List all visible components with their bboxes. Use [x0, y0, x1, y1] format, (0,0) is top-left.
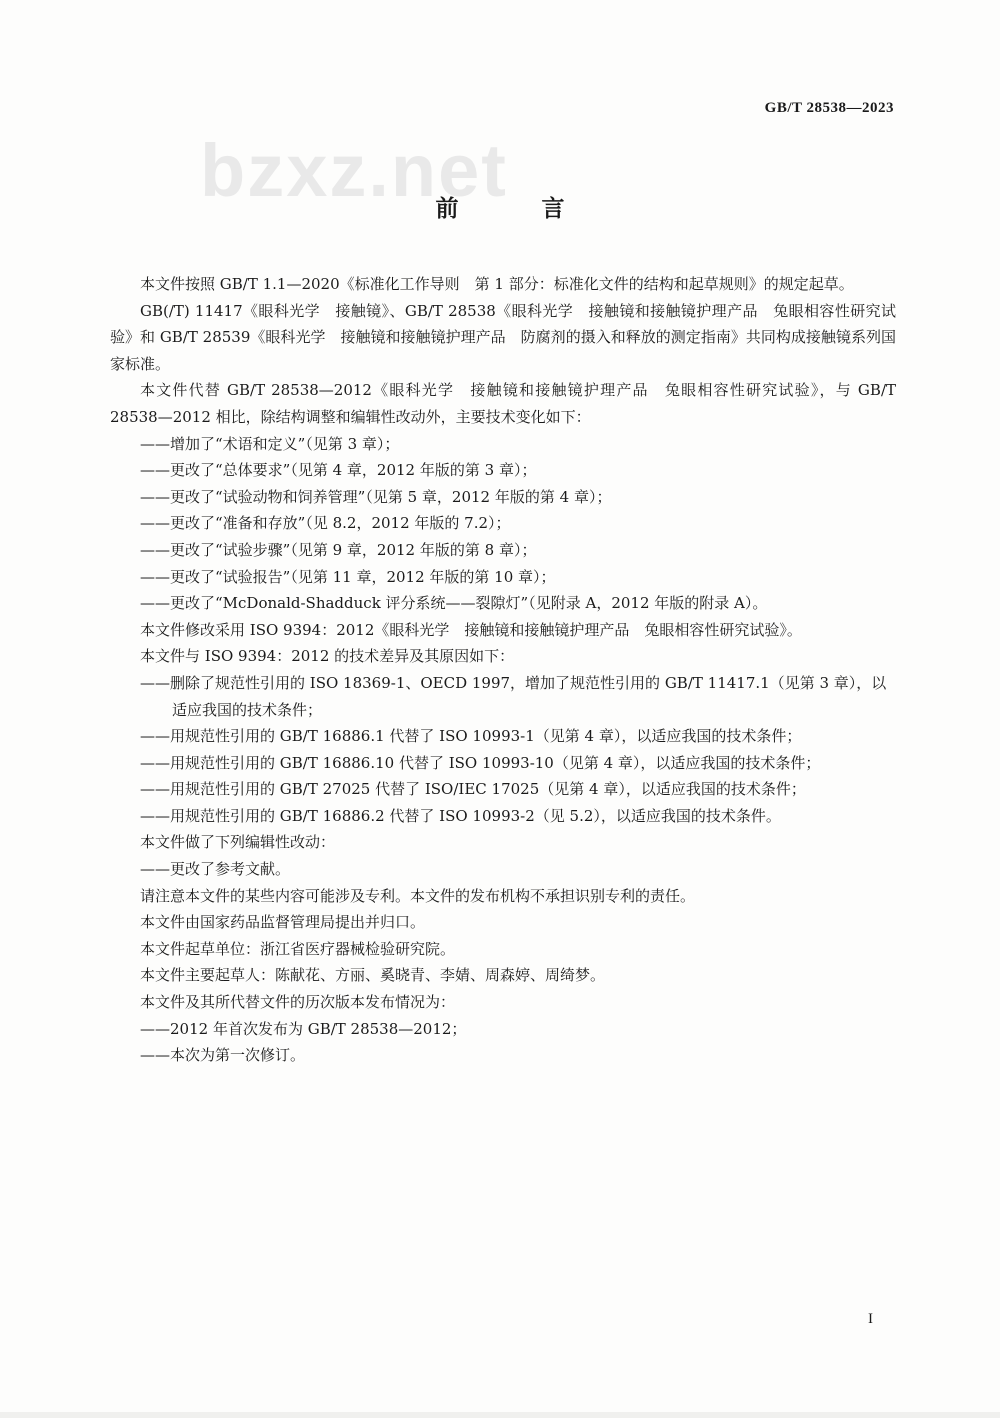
list-item-history: ——2012 年首次发布为 GB/T 28538—2012；	[140, 1019, 467, 1038]
paragraph-replaces: 本文件代替 GB/T 28538—2012《眼科光学 接触镜和接触镜护理产品 兔眼相容性研究试验》，与 GB/T 28538—2012 相比，除结构调整和编辑性改动外，主要技术变化如下：	[110, 381, 896, 426]
list-item-change: ——更改了“准备和存放”（见 8.2，2012 年版的 7.2）；	[140, 514, 511, 533]
list-item-difference: ——用规范性引用的 GB/T 27025 代替了 ISO/IEC 17025（见第 4 章），以适应我国的技术条件；	[140, 780, 806, 799]
paragraph-editorial-intro: 本文件做了下列编辑性改动：	[140, 833, 336, 852]
list-item-difference: ——删除了规范性引用的 ISO 18369-1、OECD 1997，增加了规范性引用的 GB/T 11417.1（见第 3 章），以适应我国的技术条件；	[140, 673, 887, 719]
list-item-difference: ——用规范性引用的 GB/T 16886.1 代替了 ISO 10993-1（见第 4 章），以适应我国的技术条件；	[140, 727, 802, 746]
list-item-editorial: ——更改了参考文献。	[140, 860, 291, 879]
page-title: 前 言	[435, 196, 595, 222]
paragraph-differences-intro: 本文件与 ISO 9394：2012 的技术差异及其原因如下：	[140, 647, 515, 666]
paragraph-drafting-rule: 本文件按照 GB/T 1.1—2020《标准化工作导则 第 1 部分：标准化文件的结构和起草规则》的规定起草。	[140, 275, 854, 293]
list-item-change: ——更改了“试验动物和饲养管理”（见第 5 章，2012 年版的第 4 章）；	[140, 487, 612, 506]
bottom-edge	[0, 1412, 1000, 1418]
paragraph-adoption: 本文件修改采用 ISO 9394：2012《眼科光学 接触镜和接触镜护理产品 兔眼相容性研究试验》。	[140, 620, 802, 639]
paragraph-history-intro: 本文件及其所代替文件的历次版本发布情况为：	[140, 993, 456, 1012]
list-item-history: ——本次为第一次修订。	[140, 1046, 306, 1065]
paragraph-drafters: 本文件主要起草人：陈献花、方丽、奚晓青、李婧、周森婷、周绮梦。	[140, 966, 606, 985]
paragraph-drafting-unit: 本文件起草单位：浙江省医疗器械检验研究院。	[140, 939, 456, 958]
list-item-difference: ——用规范性引用的 GB/T 16886.2 代替了 ISO 10993-2（见 5.2），以适应我国的技术条件。	[140, 806, 781, 825]
paragraph-series: GB(/T) 11417《眼科光学 接触镜》、GB/T 28538《眼科光学 接触镜和接触镜护理产品 兔眼相容性研究试验》和 GB/T 28539《眼科光学 接触镜和接触镜护理产品 防腐剂的摄入和释放的测定指南》共同构成接触镜系列国家标准。	[110, 301, 896, 373]
document-body	[110, 271, 896, 1069]
list-item-change: ——增加了“术语和定义”（见第 3 章）；	[140, 434, 400, 453]
list-item-change: ——更改了“试验报告”（见第 11 章，2012 年版的第 10 章）；	[140, 567, 556, 586]
paragraph-patent-note: 请注意本文件的某些内容可能涉及专利。本文件的发布机构不承担识别专利的责任。	[140, 886, 696, 905]
page-number: I	[868, 1311, 873, 1327]
list-item-change: ——更改了“McDonald-Shadduck 评分系统——裂隙灯”（见附录 A，2012 年版的附录 A）。	[140, 594, 768, 613]
standard-code: GB/T 28538—2023	[764, 100, 894, 116]
paragraph-proposer: 本文件由国家药品监督管理局提出并归口。	[140, 913, 426, 932]
watermark: bzxz.net	[200, 129, 508, 212]
list-item-difference: ——用规范性引用的 GB/T 16886.10 代替了 ISO 10993-10（见第 4 章），以适应我国的技术条件；	[140, 753, 821, 772]
list-item-change: ——更改了“总体要求”（见第 4 章，2012 年版的第 3 章）；	[140, 461, 537, 480]
list-item-change: ——更改了“试验步骤”（见第 9 章，2012 年版的第 8 章）；	[140, 540, 537, 559]
